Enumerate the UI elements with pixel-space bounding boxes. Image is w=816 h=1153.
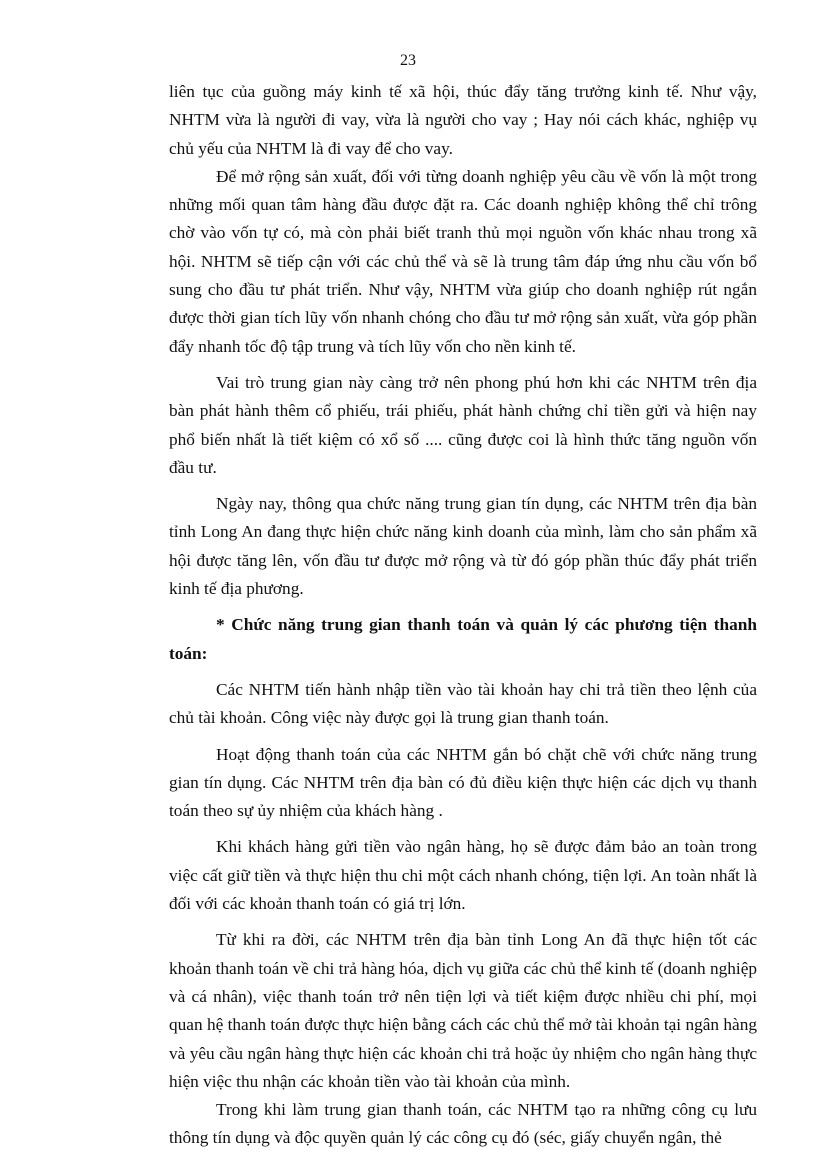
paragraph: Ngày nay, thông qua chức năng trung gian tín dụng, các NHTM trên địa bàn tỉnh Long An đang thực hiện chức năng kinh doanh của mình, làm cho sản phẩm xã hội được tăng lên, vốn đầu tư được mở rộng và từ đó góp phần thúc đẩy phát triển kinh tế địa phương. xyxy=(169,494,757,599)
paragraph: Từ khi ra đời, các NHTM trên địa bàn tỉnh Long An đã thực hiện tốt các khoản thanh toán về chi trả hàng hóa, dịch vụ giữa các chủ thể kinh tế (doanh nghiệp và cá nhân), việc thanh toán trở nên tiện lợi và tiết kiệm được nhiều chi phí, mọi quan hệ thanh toán được thực hiện bằng cách các chủ thể mở tài khoản tại ngân hàng và yêu cầu ngân hàng thực hiện các khoản chi trả hoặc ủy nhiệm cho ngân hàng thực hiện việc thu nhận các khoản tiền vào tài khoản của mình. xyxy=(169,930,757,1091)
paragraph: Trong khi làm trung gian thanh toán, các NHTM tạo ra những công cụ lưu thông tín dụng và độc quyền quản lý các công cụ đó (séc, giấy chuyển ngân, thẻ xyxy=(169,1100,757,1148)
page-number: 23 xyxy=(400,52,416,69)
paragraph: Vai trò trung gian này càng trở nên phong phú hơn khi các NHTM trên địa bàn phát hành thêm cổ phiếu, trái phiếu, phát hành chứng chỉ tiền gửi và hiện nay phổ biến nhất là tiết kiệm có xổ số .... cũng được coi là hình thức tăng nguồn vốn đầu tư. xyxy=(169,372,757,477)
paragraph: Khi khách hàng gửi tiền vào ngân hàng, họ sẽ được đảm bảo an toàn trong việc cất giữ tiền và thực hiện thu chi một cách nhanh chóng, tiện lợi. An toàn nhất là đối với các khoản thanh toán có giá trị lớn. xyxy=(169,837,757,914)
paragraph: Các NHTM tiến hành nhập tiền vào tài khoản hay chi trả tiền theo lệnh của chủ tài khoản. Công việc này được gọi là trung gian thanh toán. xyxy=(169,679,757,728)
paragraph-continuation: liên tục của guồng máy kinh tế xã hội, thúc đẩy tăng trưởng kinh tế. Như vậy, NHTM vừa là người đi vay, vừa là người cho vay ; Hay nói cách khác, nghiệp vụ chủ yếu của NHTM là đi vay để cho vay. xyxy=(169,82,757,158)
document-body xyxy=(169,78,757,1153)
paragraph: Hoạt động thanh toán của các NHTM gắn bó chặt chẽ với chức năng trung gian tín dụng. Các NHTM trên địa bàn có đủ điều kiện thực hiện các dịch vụ thanh toán theo sự ủy nhiệm của khách hàng . xyxy=(169,744,757,821)
section-heading: * Chức năng trung gian thanh toán và quản lý các phương tiện thanh toán: xyxy=(169,615,757,663)
paragraph: Để mở rộng sản xuất, đối với từng doanh nghiệp yêu cầu về vốn là một trong những mối quan tâm hàng đầu được đặt ra. Các doanh nghiệp không thể chỉ trông chờ vào vốn tự có, mà còn phải biết tranh thủ mọi nguồn vốn khác nhau trong xã hội. NHTM sẽ tiếp cận với các chủ thể và sẽ là trung tâm đáp ứng nhu cầu vốn bổ sung cho đầu tư phát triển. Như vậy, NHTM vừa giúp cho doanh nghiệp rút ngắn được thời gian tích lũy vốn nhanh chóng cho đầu tư mở rộng sản xuất, vừa góp phần đẩy nhanh tốc độ tập trung và tích lũy vốn cho nền kinh tế. xyxy=(169,166,757,356)
